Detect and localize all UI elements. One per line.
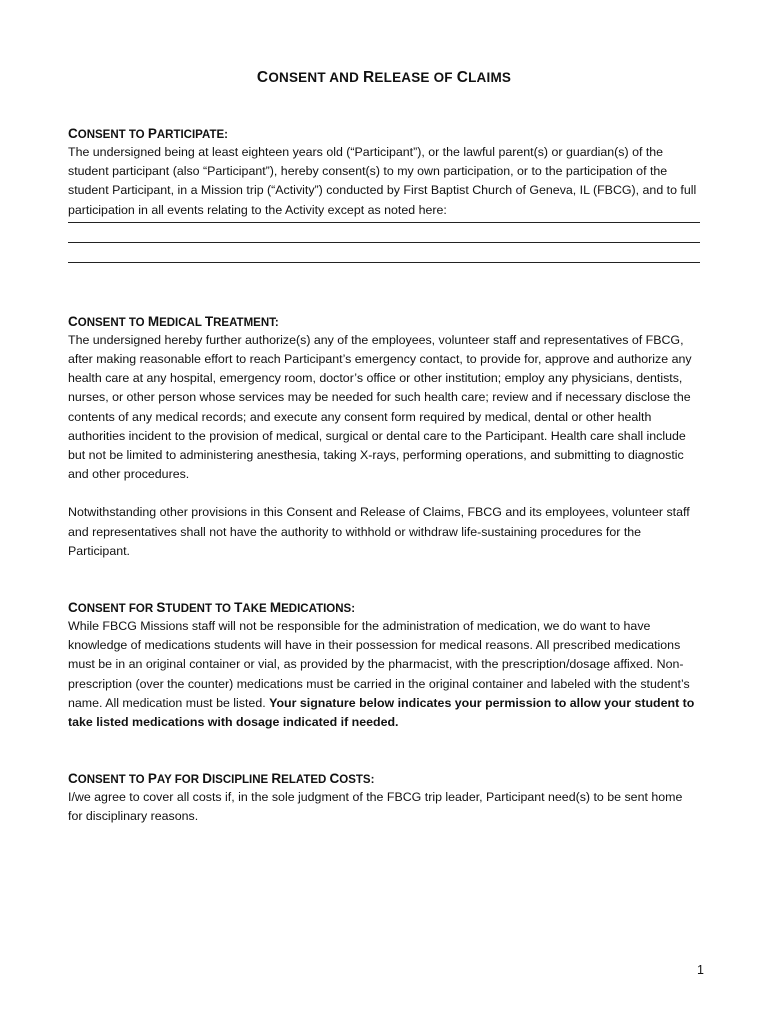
section-participate bbox=[68, 125, 700, 263]
section-heading bbox=[68, 599, 700, 617]
section-paragraph: I/we agree to cover all costs if, in the sole judgment of the FBCG trip leader, Participant need(s) to be sent home for disciplinary reasons. bbox=[68, 790, 683, 824]
document-content bbox=[68, 68, 700, 827]
title-initial: C bbox=[456, 69, 469, 86]
paragraph-text: While FBCG Missions staff will not be responsible for the administration of medication, we do want to have knowledge of medications students will have in their possession for medical reasons. All prescribed medications must be in an original container or vial, as provided by the pharmacist, with the prescription/dosage affixed. Non-prescription (over the counter) medications must be carried in the original container and labeled with the student’s name. All medication must be listed. bbox=[68, 619, 690, 710]
heading-fragment: AKE bbox=[242, 603, 270, 616]
document-title bbox=[68, 68, 700, 88]
heading-fragment: ONSENT TO bbox=[77, 774, 148, 787]
signature-permission-statement: Your signature below indicates your permission to allow your student to take listed medications with dosage indicated if needed. bbox=[68, 695, 695, 730]
heading-fragment: ONSENT FOR bbox=[77, 603, 157, 616]
title-fragment: LAIMS bbox=[468, 70, 512, 85]
section-medications bbox=[68, 599, 700, 732]
heading-fragment: OSTS: bbox=[339, 774, 375, 787]
exceptions-blank-line[interactable] bbox=[68, 223, 700, 243]
heading-fragment: AY FOR bbox=[156, 774, 203, 787]
heading-initial: C bbox=[68, 771, 78, 787]
heading-fragment: REATMENT: bbox=[213, 316, 279, 329]
heading-fragment: ONSENT TO bbox=[77, 129, 148, 141]
heading-initial: T bbox=[204, 313, 214, 329]
heading-initial: P bbox=[147, 771, 157, 787]
section-heading bbox=[68, 313, 700, 331]
heading-initial: C bbox=[329, 771, 340, 787]
section-heading bbox=[68, 770, 700, 788]
title-initial: C bbox=[256, 69, 269, 86]
page-number: 1 bbox=[697, 963, 704, 977]
heading-initial: S bbox=[156, 600, 166, 616]
exceptions-blank-line[interactable] bbox=[68, 243, 700, 263]
heading-fragment: ELATED bbox=[281, 774, 330, 787]
title-fragment: ELEASE OF bbox=[374, 70, 457, 85]
section-paragraph: The undersigned hereby further authorize(s) any of the employees, volunteer staff and representatives of FBCG, after making reasonable effort to reach Participant’s emergency contact, to provide for, approve and authorize any health care at any hospital, emergency room, doctor’s office or other institution; employ any physicians, dentists, nurses, or other person whose services may be needed for such health care; review and if necessary disclose the contents of any medical records; and execute any consent form required by medical, dental or other health authorities incident to the provision of medical, surgical or dental care to the Participant. Health care shall include but not be limited to administering anesthesia, taking X-rays, performing operations, and submitting to diagnostic and other procedures. bbox=[68, 332, 692, 482]
heading-fragment: ISCIPLINE bbox=[211, 774, 272, 787]
section-paragraph: Notwithstanding other provisions in this Consent and Release of Claims, FBCG and its employees, volunteer staff and representatives shall not have the authority to withhold or withdraw life-sustaining procedures for the Participant. bbox=[68, 505, 690, 558]
heading-initial: C bbox=[68, 126, 78, 141]
heading-fragment: EDICATIONS: bbox=[281, 603, 356, 616]
section-paragraph: The undersigned being at least eighteen years old (“Participant”), or the lawful parent(s) or guardian(s) of the student participant (also “Participant”), hereby consent(s) to my own participation, or to the participation of the student Participant, in a Mission trip (“Activity”) conducted by First Baptist Church of Geneva, IL (FBCG), and to full participation in all events relating to the Activity except as noted here: bbox=[68, 145, 697, 217]
section-medical-treatment bbox=[68, 313, 700, 561]
title-fragment: ONSENT AND bbox=[268, 70, 364, 85]
heading-initial: P bbox=[147, 126, 157, 141]
heading-fragment: ARTICIPATE: bbox=[156, 129, 228, 141]
section-heading bbox=[68, 125, 700, 143]
section-discipline-costs bbox=[68, 770, 700, 826]
heading-initial: C bbox=[68, 313, 78, 329]
heading-initial: T bbox=[234, 600, 243, 616]
heading-initial: C bbox=[68, 600, 78, 616]
heading-initial: R bbox=[271, 771, 282, 787]
heading-initial: M bbox=[269, 600, 282, 616]
title-initial: R bbox=[363, 69, 375, 86]
heading-fragment: ONSENT TO bbox=[77, 316, 148, 329]
section-paragraph bbox=[68, 617, 700, 732]
heading-initial: M bbox=[147, 313, 160, 329]
heading-initial: D bbox=[202, 771, 212, 787]
heading-fragment: TUDENT TO bbox=[165, 603, 235, 616]
heading-fragment: EDICAL bbox=[159, 316, 205, 329]
